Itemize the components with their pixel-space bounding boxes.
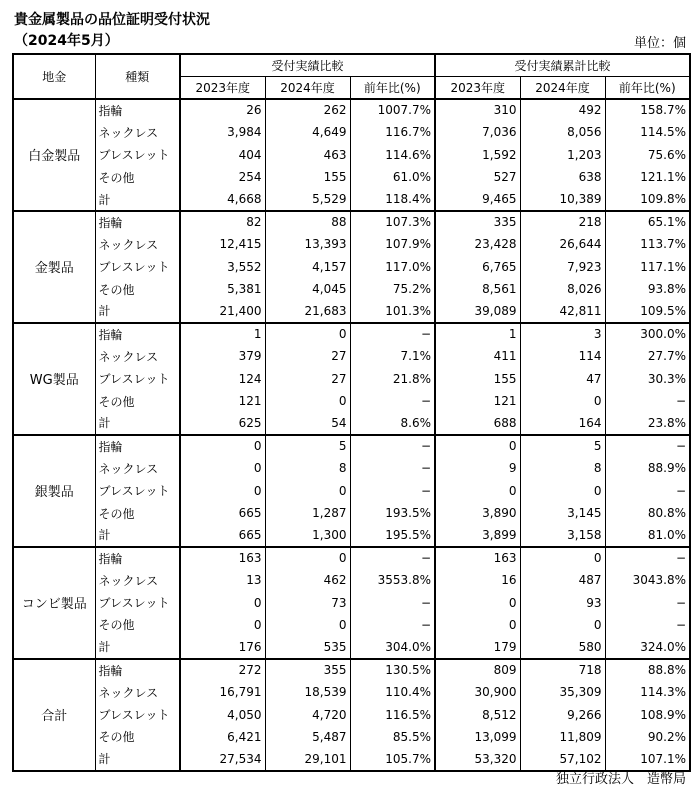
- kind-cell: ネックレス: [95, 345, 180, 367]
- value-cell-m24: 54: [265, 412, 350, 434]
- value-cell-m24: 21,683: [265, 300, 350, 322]
- value-cell-m23: 0: [180, 435, 265, 457]
- value-cell-m23: 665: [180, 502, 265, 524]
- table-row: [13, 435, 690, 457]
- header-metal: 地金: [13, 54, 95, 99]
- value-cell-c23: 53,320: [435, 748, 520, 770]
- value-cell-c24: 47: [520, 367, 605, 389]
- value-cell-mr: 130.5%: [350, 659, 435, 681]
- value-cell-mr: 107.9%: [350, 233, 435, 255]
- value-cell-cr: 65.1%: [605, 211, 690, 233]
- value-cell-m23: 1: [180, 323, 265, 345]
- value-cell-c24: 11,809: [520, 726, 605, 748]
- value-cell-m24: 0: [265, 479, 350, 501]
- value-cell-mr: 8.6%: [350, 412, 435, 434]
- value-cell-m23: 625: [180, 412, 265, 434]
- table-body: [13, 99, 690, 771]
- kind-cell: ネックレス: [95, 681, 180, 703]
- value-cell-cr: 88.8%: [605, 659, 690, 681]
- value-cell-m23: 6,421: [180, 726, 265, 748]
- value-cell-m23: 82: [180, 211, 265, 233]
- value-cell-m24: 463: [265, 144, 350, 166]
- header-cumulative-yoy: 前年比(%): [605, 76, 690, 98]
- kind-cell: その他: [95, 390, 180, 412]
- value-cell-m23: 13: [180, 569, 265, 591]
- value-cell-mr: 101.3%: [350, 300, 435, 322]
- header-cumulative-group: 受付実績累計比較: [435, 54, 690, 76]
- value-cell-c23: 9: [435, 457, 520, 479]
- value-cell-m24: 4,157: [265, 256, 350, 278]
- kind-cell: 指輪: [95, 211, 180, 233]
- unit-label: 単位：個: [633, 36, 686, 51]
- value-cell-mr: −: [350, 479, 435, 501]
- value-cell-m23: 3,984: [180, 121, 265, 143]
- value-cell-c24: 3,145: [520, 502, 605, 524]
- table-row: [13, 323, 690, 345]
- value-cell-mr: 195.5%: [350, 524, 435, 546]
- value-cell-m24: 5,529: [265, 188, 350, 210]
- kind-cell: ブレスレット: [95, 703, 180, 725]
- table-row: [13, 614, 690, 636]
- kind-cell: 指輪: [95, 659, 180, 681]
- table-row: [13, 99, 690, 121]
- header-monthly-group: 受付実績比較: [180, 54, 435, 76]
- value-cell-cr: −: [605, 591, 690, 613]
- value-cell-c24: 9,266: [520, 703, 605, 725]
- value-cell-c23: 3,899: [435, 524, 520, 546]
- value-cell-m23: 5,381: [180, 278, 265, 300]
- value-cell-mr: 105.7%: [350, 748, 435, 770]
- value-cell-c24: 26,644: [520, 233, 605, 255]
- value-cell-cr: 324.0%: [605, 636, 690, 658]
- value-cell-c23: 39,089: [435, 300, 520, 322]
- value-cell-c23: 6,765: [435, 256, 520, 278]
- value-cell-c24: 580: [520, 636, 605, 658]
- value-cell-c24: 8,026: [520, 278, 605, 300]
- value-cell-cr: 109.8%: [605, 188, 690, 210]
- value-cell-m24: 0: [265, 323, 350, 345]
- value-cell-mr: 1007.7%: [350, 99, 435, 121]
- table-row: [13, 591, 690, 613]
- value-cell-cr: −: [605, 435, 690, 457]
- value-cell-mr: 21.8%: [350, 367, 435, 389]
- value-cell-mr: −: [350, 435, 435, 457]
- table-row: [13, 726, 690, 748]
- value-cell-c24: 638: [520, 166, 605, 188]
- value-cell-c23: 1,592: [435, 144, 520, 166]
- value-cell-m23: 404: [180, 144, 265, 166]
- value-cell-mr: 116.5%: [350, 703, 435, 725]
- table-row: [13, 188, 690, 210]
- value-cell-c24: 0: [520, 614, 605, 636]
- kind-cell: ブレスレット: [95, 367, 180, 389]
- value-cell-c23: 9,465: [435, 188, 520, 210]
- header-kind: 種類: [95, 54, 180, 99]
- value-cell-c23: 155: [435, 367, 520, 389]
- kind-cell: 指輪: [95, 547, 180, 569]
- value-cell-mr: 107.3%: [350, 211, 435, 233]
- kind-cell: ブレスレット: [95, 591, 180, 613]
- value-cell-c23: 809: [435, 659, 520, 681]
- value-cell-c24: 0: [520, 390, 605, 412]
- table-row: [13, 390, 690, 412]
- value-cell-c24: 5: [520, 435, 605, 457]
- kind-cell: 指輪: [95, 99, 180, 121]
- value-cell-m24: 5: [265, 435, 350, 457]
- table-row: [13, 547, 690, 569]
- value-cell-c24: 7,923: [520, 256, 605, 278]
- value-cell-cr: 107.1%: [605, 748, 690, 770]
- kind-cell: ブレスレット: [95, 479, 180, 501]
- value-cell-cr: 114.5%: [605, 121, 690, 143]
- value-cell-c24: 218: [520, 211, 605, 233]
- value-cell-m23: 254: [180, 166, 265, 188]
- value-cell-mr: 193.5%: [350, 502, 435, 524]
- value-cell-m24: 4,045: [265, 278, 350, 300]
- value-cell-mr: 304.0%: [350, 636, 435, 658]
- value-cell-c23: 335: [435, 211, 520, 233]
- metal-cell: 合計: [13, 659, 95, 771]
- table-row: [13, 681, 690, 703]
- kind-cell: ブレスレット: [95, 144, 180, 166]
- header-cumulative-2024: 2024年度: [520, 76, 605, 98]
- kind-cell: その他: [95, 614, 180, 636]
- value-cell-m24: 88: [265, 211, 350, 233]
- table-row: [13, 636, 690, 658]
- value-cell-m24: 1,287: [265, 502, 350, 524]
- value-cell-c23: 30,900: [435, 681, 520, 703]
- value-cell-c24: 487: [520, 569, 605, 591]
- value-cell-c23: 23,428: [435, 233, 520, 255]
- metal-cell: 金製品: [13, 211, 95, 323]
- kind-cell: 計: [95, 188, 180, 210]
- value-cell-c23: 411: [435, 345, 520, 367]
- value-cell-mr: −: [350, 457, 435, 479]
- value-cell-c23: 310: [435, 99, 520, 121]
- kind-cell: ネックレス: [95, 457, 180, 479]
- value-cell-cr: −: [605, 547, 690, 569]
- value-cell-m24: 0: [265, 614, 350, 636]
- value-cell-mr: −: [350, 547, 435, 569]
- value-cell-m24: 0: [265, 390, 350, 412]
- value-cell-m23: 4,050: [180, 703, 265, 725]
- value-cell-m24: 5,487: [265, 726, 350, 748]
- issuer-label: 独立行政法人 造幣局: [555, 772, 686, 787]
- value-cell-m23: 16,791: [180, 681, 265, 703]
- value-cell-mr: 116.7%: [350, 121, 435, 143]
- table-row: [13, 479, 690, 501]
- header-monthly-2023: 2023年度: [180, 76, 265, 98]
- value-cell-cr: 23.8%: [605, 412, 690, 434]
- value-cell-m24: 155: [265, 166, 350, 188]
- value-cell-mr: 117.0%: [350, 256, 435, 278]
- value-cell-mr: 3553.8%: [350, 569, 435, 591]
- value-cell-c24: 492: [520, 99, 605, 121]
- value-cell-c24: 0: [520, 547, 605, 569]
- value-cell-c24: 57,102: [520, 748, 605, 770]
- value-cell-m23: 26: [180, 99, 265, 121]
- value-cell-m24: 355: [265, 659, 350, 681]
- kind-cell: ネックレス: [95, 233, 180, 255]
- value-cell-m24: 18,539: [265, 681, 350, 703]
- value-cell-m24: 27: [265, 345, 350, 367]
- kind-cell: 指輪: [95, 435, 180, 457]
- value-cell-c23: 8,561: [435, 278, 520, 300]
- table-row: [13, 211, 690, 233]
- value-cell-cr: 81.0%: [605, 524, 690, 546]
- value-cell-c23: 179: [435, 636, 520, 658]
- value-cell-m23: 121: [180, 390, 265, 412]
- value-cell-m23: 0: [180, 591, 265, 613]
- value-cell-mr: −: [350, 614, 435, 636]
- value-cell-mr: −: [350, 591, 435, 613]
- value-cell-m24: 4,649: [265, 121, 350, 143]
- table-row: [13, 457, 690, 479]
- kind-cell: 指輪: [95, 323, 180, 345]
- value-cell-m23: 4,668: [180, 188, 265, 210]
- table-row: [13, 367, 690, 389]
- value-cell-c23: 8,512: [435, 703, 520, 725]
- value-cell-c24: 10,389: [520, 188, 605, 210]
- kind-cell: 計: [95, 412, 180, 434]
- value-cell-m23: 163: [180, 547, 265, 569]
- table-row: [13, 121, 690, 143]
- value-cell-m24: 462: [265, 569, 350, 591]
- header-cumulative-2023: 2023年度: [435, 76, 520, 98]
- value-cell-c23: 13,099: [435, 726, 520, 748]
- value-cell-c24: 3,158: [520, 524, 605, 546]
- page-period: （2024年5月）: [14, 33, 119, 49]
- value-cell-c24: 35,309: [520, 681, 605, 703]
- value-cell-c24: 114: [520, 345, 605, 367]
- value-cell-c24: 3: [520, 323, 605, 345]
- value-cell-m24: 1,300: [265, 524, 350, 546]
- value-cell-m23: 0: [180, 614, 265, 636]
- table-row: [13, 166, 690, 188]
- header-monthly-yoy: 前年比(%): [350, 76, 435, 98]
- value-cell-c24: 93: [520, 591, 605, 613]
- value-cell-cr: 121.1%: [605, 166, 690, 188]
- value-cell-c23: 0: [435, 479, 520, 501]
- kind-cell: ネックレス: [95, 121, 180, 143]
- metal-cell: コンビ製品: [13, 547, 95, 659]
- value-cell-c23: 121: [435, 390, 520, 412]
- value-cell-c23: 527: [435, 166, 520, 188]
- table-row: [13, 659, 690, 681]
- value-cell-c24: 718: [520, 659, 605, 681]
- kind-cell: 計: [95, 748, 180, 770]
- value-cell-cr: 30.3%: [605, 367, 690, 389]
- kind-cell: ブレスレット: [95, 256, 180, 278]
- table-row: [13, 703, 690, 725]
- table-row: [13, 345, 690, 367]
- value-cell-mr: 114.6%: [350, 144, 435, 166]
- value-cell-c24: 1,203: [520, 144, 605, 166]
- value-cell-c24: 8,056: [520, 121, 605, 143]
- value-cell-c23: 16: [435, 569, 520, 591]
- table-row: [13, 144, 690, 166]
- value-cell-mr: 110.4%: [350, 681, 435, 703]
- table-row: [13, 233, 690, 255]
- table-header: [13, 54, 690, 99]
- table-row: [13, 524, 690, 546]
- value-cell-cr: 27.7%: [605, 345, 690, 367]
- value-cell-mr: 61.0%: [350, 166, 435, 188]
- table-row: [13, 502, 690, 524]
- value-cell-mr: 85.5%: [350, 726, 435, 748]
- value-cell-cr: 3043.8%: [605, 569, 690, 591]
- kind-cell: その他: [95, 502, 180, 524]
- value-cell-m24: 8: [265, 457, 350, 479]
- kind-cell: 計: [95, 524, 180, 546]
- value-cell-cr: 88.9%: [605, 457, 690, 479]
- value-cell-c23: 7,036: [435, 121, 520, 143]
- kind-cell: 計: [95, 636, 180, 658]
- value-cell-c24: 0: [520, 479, 605, 501]
- header-monthly-2024: 2024年度: [265, 76, 350, 98]
- kind-cell: 計: [95, 300, 180, 322]
- value-cell-m23: 272: [180, 659, 265, 681]
- value-cell-m23: 379: [180, 345, 265, 367]
- value-cell-c24: 8: [520, 457, 605, 479]
- table-row: [13, 569, 690, 591]
- value-cell-cr: 114.3%: [605, 681, 690, 703]
- value-cell-c23: 0: [435, 435, 520, 457]
- value-cell-m23: 665: [180, 524, 265, 546]
- table-row: [13, 300, 690, 322]
- value-cell-cr: 300.0%: [605, 323, 690, 345]
- value-cell-c23: 0: [435, 591, 520, 613]
- value-cell-m23: 27,534: [180, 748, 265, 770]
- value-cell-mr: 118.4%: [350, 188, 435, 210]
- value-cell-mr: 75.2%: [350, 278, 435, 300]
- data-table: [12, 53, 691, 772]
- metal-cell: WG製品: [13, 323, 95, 435]
- kind-cell: その他: [95, 166, 180, 188]
- value-cell-cr: 113.7%: [605, 233, 690, 255]
- value-cell-cr: −: [605, 614, 690, 636]
- value-cell-m24: 4,720: [265, 703, 350, 725]
- value-cell-c23: 688: [435, 412, 520, 434]
- value-cell-c23: 1: [435, 323, 520, 345]
- page-title: 貴金属製品の品位証明受付状況: [14, 12, 210, 28]
- value-cell-cr: 93.8%: [605, 278, 690, 300]
- metal-cell: 銀製品: [13, 435, 95, 547]
- value-cell-m23: 21,400: [180, 300, 265, 322]
- value-cell-cr: 117.1%: [605, 256, 690, 278]
- value-cell-m23: 0: [180, 479, 265, 501]
- value-cell-c24: 42,811: [520, 300, 605, 322]
- value-cell-cr: −: [605, 479, 690, 501]
- value-cell-m24: 73: [265, 591, 350, 613]
- value-cell-cr: 158.7%: [605, 99, 690, 121]
- table-row: [13, 278, 690, 300]
- value-cell-m24: 29,101: [265, 748, 350, 770]
- metal-cell: 白金製品: [13, 99, 95, 211]
- value-cell-mr: −: [350, 390, 435, 412]
- value-cell-cr: 90.2%: [605, 726, 690, 748]
- value-cell-mr: 7.1%: [350, 345, 435, 367]
- value-cell-cr: 109.5%: [605, 300, 690, 322]
- value-cell-m23: 176: [180, 636, 265, 658]
- value-cell-m24: 262: [265, 99, 350, 121]
- value-cell-m23: 0: [180, 457, 265, 479]
- value-cell-mr: −: [350, 323, 435, 345]
- value-cell-c23: 0: [435, 614, 520, 636]
- value-cell-c24: 164: [520, 412, 605, 434]
- value-cell-c23: 3,890: [435, 502, 520, 524]
- kind-cell: その他: [95, 726, 180, 748]
- value-cell-cr: 75.6%: [605, 144, 690, 166]
- value-cell-m24: 535: [265, 636, 350, 658]
- value-cell-m23: 12,415: [180, 233, 265, 255]
- table-row: [13, 412, 690, 434]
- value-cell-m24: 27: [265, 367, 350, 389]
- value-cell-cr: −: [605, 390, 690, 412]
- value-cell-cr: 108.9%: [605, 703, 690, 725]
- value-cell-c23: 163: [435, 547, 520, 569]
- table-row: [13, 256, 690, 278]
- value-cell-m24: 0: [265, 547, 350, 569]
- kind-cell: ネックレス: [95, 569, 180, 591]
- value-cell-cr: 80.8%: [605, 502, 690, 524]
- value-cell-m24: 13,393: [265, 233, 350, 255]
- value-cell-m23: 124: [180, 367, 265, 389]
- kind-cell: その他: [95, 278, 180, 300]
- value-cell-m23: 3,552: [180, 256, 265, 278]
